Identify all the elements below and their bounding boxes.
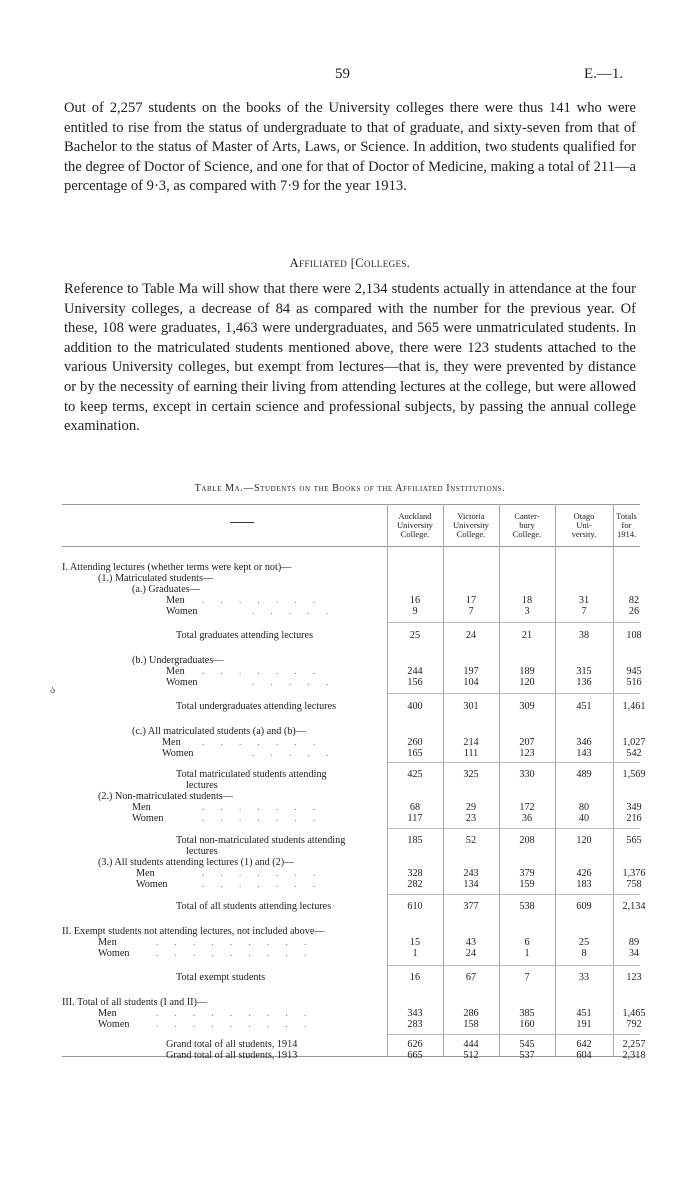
cell-tot_exempt-otago: 33 [578,972,590,983]
cell-allatt-victoria [443,868,499,890]
students-table [62,504,646,1061]
cell-tot_matric-canterbury: 330 [519,769,535,780]
cell-tot_allatt-auckland: 610 [407,901,423,912]
label-men: Men [98,937,117,948]
cell-value: 120 [519,677,535,688]
leader-dots: . . . . . . . . . [156,1019,314,1029]
cell-allatt-totals [613,868,655,890]
cell-value: 379 [519,868,535,879]
cell-grad-auckland [387,595,443,617]
cell-value: 189 [519,666,535,677]
leader-dots: . . . . . . . [202,879,323,889]
cell-value: 8 [581,948,587,959]
cell-value: 328 [407,868,423,879]
cell-value: 165 [407,748,423,759]
cell-value: 542 [626,748,642,759]
cell-tot_grad-auckland: 25 [409,630,421,641]
total-rule [387,894,640,895]
total-rule [387,1034,640,1035]
cell-matric-canterbury [499,737,555,759]
cell-value: 1,027 [622,737,646,748]
leader-dots: . . . . . . . [202,868,323,878]
cell-value: 282 [407,879,423,890]
cell-exempt-otago [555,937,613,959]
cell-tot_matric-auckland: 425 [407,769,423,780]
cell-tot_nonmatric-victoria: 52 [465,835,477,846]
cell-exempt-victoria [443,937,499,959]
label-non-matriculated: (2.) Non-matriculated students— [98,791,233,802]
label-all-attending: (3.) All students attending lectures (1) and (2)— [98,857,295,868]
label-men: Men [166,666,185,677]
label-men: Men [166,595,185,606]
cell-grand-auckland [387,1039,443,1061]
table-title: Table Ma.—Students on the Books of the Affiliated Institutions. [194,483,506,494]
cell-allatt-canterbury [499,868,555,890]
table-top-rule [62,504,640,505]
cell-value: 29 [465,802,477,813]
label-matriculated: (1.) Matriculated students— [98,573,214,584]
cell-exempt-canterbury [499,937,555,959]
cell-tot_nonmatric-otago: 120 [576,835,592,846]
section-heading: Affiliated [Colleges. [289,256,411,270]
cell-value: 244 [407,666,423,677]
cell-exempt-auckland [387,937,443,959]
label-total-matriculated-cont: lectures [186,780,218,791]
cell-value: 444 [463,1039,479,1050]
label-total-matriculated: Total matriculated students attending [176,769,327,780]
cell-value: 286 [463,1008,479,1019]
col-head-otago: Otago Uni- versity. [571,511,597,539]
cell-allatt-otago [555,868,613,890]
cell-under-otago [555,666,613,688]
cell-value: 315 [576,666,592,677]
label-all-matriculated: (c.) All matriculated students (a) and (b)— [132,726,306,737]
cell-value: 160 [519,1019,535,1030]
label-section-1: I. Attending lectures (whether terms were kept or not)— [62,562,292,573]
cell-value: 136 [576,677,592,688]
cell-value: 260 [407,737,423,748]
cell-value: 283 [407,1019,423,1030]
total-rule [387,965,640,966]
cell-tot_grad-victoria: 24 [465,630,477,641]
cell-value: 7 [468,606,474,617]
cell-tot_allatt-victoria: 377 [463,901,479,912]
cell-tot_exempt-totals: 123 [626,972,642,983]
margin-mark: ა [50,685,56,696]
cell-value: 1 [412,948,418,959]
total-rule [387,622,640,623]
cell-value: 43 [465,937,477,948]
cell-value: 1 [524,948,530,959]
cell-value: 134 [463,879,479,890]
cell-value: 512 [463,1050,479,1061]
cell-value: 23 [465,813,477,824]
cell-total-auckland [387,1008,443,1030]
cell-value: 123 [519,748,535,759]
cell-value: 143 [576,748,592,759]
cell-nonmatric-auckland [387,802,443,824]
cell-tot_exempt-auckland: 16 [409,972,421,983]
cell-nonmatric-canterbury [499,802,555,824]
cell-tot_nonmatric-totals: 565 [626,835,642,846]
cell-value: 34 [628,948,640,959]
cell-tot_matric-victoria: 325 [463,769,479,780]
cell-value: 349 [626,802,642,813]
cell-value: 159 [519,879,535,890]
label-section-3: III. Total of all students (I and II)— [62,997,208,1008]
label-men: Men [162,737,181,748]
cell-value: 25 [578,937,590,948]
cell-value: 15 [409,937,421,948]
cell-value: 80 [578,802,590,813]
label-total-non-matriculated: Total non-matriculated students attending [176,835,346,846]
leader-dots: . . . . . . . [202,666,323,676]
col-head-canterbury: Canter- bury College. [512,511,542,539]
cell-matric-auckland [387,737,443,759]
cell-grad-victoria [443,595,499,617]
cell-under-victoria [443,666,499,688]
cell-under-totals [613,666,655,688]
cell-tot_under-victoria: 301 [463,701,479,712]
cell-allatt-auckland [387,868,443,890]
label-section-2: II. Exempt students not attending lectures, not included above— [62,926,325,937]
cell-value: 117 [407,813,423,824]
cell-value: 626 [407,1039,423,1050]
cell-value: 214 [463,737,479,748]
cell-value: 6 [524,937,530,948]
header-dash [230,522,254,523]
label-total-exempt: Total exempt students [176,972,266,983]
label-graduates: (a.) Graduates— [132,584,200,595]
cell-value: 1,465 [622,1008,646,1019]
cell-value: 191 [576,1019,592,1030]
cell-value: 172 [519,802,535,813]
label-women: Women [98,948,130,959]
label-grand-total-1914: Grand total of all students, 1914 [166,1039,298,1050]
leader-dots: . . . . . . . . . [156,937,314,947]
total-rule [387,693,640,694]
cell-value: 24 [465,948,477,959]
cell-value: 31 [578,595,590,606]
cell-value: 216 [626,813,642,824]
cell-matric-victoria [443,737,499,759]
leader-dots: . . . . . [252,748,336,758]
cell-tot_exempt-canterbury: 7 [524,972,530,983]
label-women: Women [166,606,198,617]
cell-value: 183 [576,879,592,890]
cell-value: 792 [626,1019,642,1030]
leader-dots: . . . . . . . [202,802,323,812]
cell-exempt-totals [613,937,655,959]
cell-value: 758 [626,879,642,890]
cell-total-totals [613,1008,655,1030]
leader-dots: . . . . . . . [202,737,323,747]
cell-value: 346 [576,737,592,748]
label-men: Men [98,1008,117,1019]
label-grand-total-1913: Grand total of all students, 1913 [166,1050,298,1061]
cell-value: 18 [521,595,533,606]
cell-total-otago [555,1008,613,1030]
cell-value: 16 [409,595,421,606]
page-reference: E.—1. [584,66,624,82]
total-rule [387,762,640,763]
cell-value: 40 [578,813,590,824]
cell-value: 9 [412,606,418,617]
cell-tot_grad-otago: 38 [578,630,590,641]
label-men: Men [132,802,151,813]
cell-value: 385 [519,1008,535,1019]
label-men: Men [136,868,155,879]
cell-tot_matric-otago: 489 [576,769,592,780]
label-women: Women [132,813,164,824]
col-head-victoria: Victoria University College. [453,511,489,539]
cell-value: 82 [628,595,640,606]
paragraph-graduation: Out of 2,257 students on the books of the University colleges there were thus 141 who were entitled to rise from the status of undergraduate to that of graduate, and sixty-seven from that of Bachelor to the status of Master of Arts, Laws, or Science. In addition, two students qualified for the degree of Doctor of Science, and one for that of Doctor of Medicine, making a total of 211—a percentage of 9·3, as compared with 7·9 for the year 1913. [64,100,636,195]
cell-value: 7 [581,606,587,617]
label-total-all-attending: Total of all students attending lectures [176,901,332,912]
label-women: Women [136,879,168,890]
leader-dots: . . . . . . . . . [156,1008,314,1018]
cell-tot_allatt-canterbury: 538 [519,901,535,912]
cell-tot_allatt-otago: 609 [576,901,592,912]
cell-grand-victoria [443,1039,499,1061]
cell-tot_under-totals: 1,461 [622,701,646,712]
cell-value: 343 [407,1008,423,1019]
label-total-undergraduates: Total undergraduates attending lectures [176,701,337,712]
cell-tot_grad-totals: 108 [626,630,642,641]
cell-value: 426 [576,868,592,879]
cell-value: 451 [576,1008,592,1019]
cell-tot_under-canterbury: 309 [519,701,535,712]
cell-grand-totals [613,1039,655,1061]
cell-value: 1,376 [622,868,646,879]
label-women: Women [98,1019,130,1030]
leader-dots: . . . . . . . [202,813,323,823]
cell-value: 36 [521,813,533,824]
total-rule [387,828,640,829]
cell-tot_under-auckland: 400 [407,701,423,712]
cell-value: 207 [519,737,535,748]
cell-tot_exempt-victoria: 67 [465,972,477,983]
label-total-non-matriculated-cont: lectures [186,846,218,857]
page-number: 59 [335,66,350,82]
cell-value: 111 [463,748,479,759]
table-header-rule [62,546,640,547]
col-head-auckland: Auckland University College. [397,511,433,539]
cell-value: 516 [626,677,642,688]
cell-grad-totals [613,595,655,617]
cell-tot_nonmatric-auckland: 185 [407,835,423,846]
cell-nonmatric-otago [555,802,613,824]
cell-value: 3 [524,606,530,617]
cell-tot_under-otago: 451 [576,701,592,712]
label-total-graduates: Total graduates attending lectures [176,630,314,641]
cell-nonmatric-totals [613,802,655,824]
cell-grand-otago [555,1039,613,1061]
label-women: Women [162,748,194,759]
cell-grand-canterbury [499,1039,555,1061]
cell-tot_nonmatric-canterbury: 208 [519,835,535,846]
cell-tot_grad-canterbury: 21 [521,630,533,641]
cell-total-victoria [443,1008,499,1030]
cell-under-auckland [387,666,443,688]
cell-value: 17 [465,595,477,606]
leader-dots: . . . . . [252,677,336,687]
label-undergraduates: (b.) Undergraduates— [132,655,224,666]
cell-value: 545 [519,1039,535,1050]
cell-value: 243 [463,868,479,879]
cell-value: 537 [519,1050,535,1061]
cell-grad-otago [555,595,613,617]
cell-tot_allatt-totals: 2,134 [622,901,646,912]
cell-value: 642 [576,1039,592,1050]
cell-value: 945 [626,666,642,677]
col-head-totals: Totals for 1914. [616,511,637,539]
cell-under-canterbury [499,666,555,688]
cell-value: 2,318 [622,1050,646,1061]
cell-value: 89 [628,937,640,948]
cell-value: 104 [463,677,479,688]
paragraph-affiliated: Reference to Table Ma will show that there were 2,134 students actually in attendance at the four University colleges, a decrease of 84 as compared with the number for the previous year. Of these, 108 were graduates, 1,463 were undergraduates, and 565 were unmatriculated students. In addition to the matriculated students mentioned above, there were 123 students attached to the various University colleges, but exempt from lectures—that is, they were prevented by distance or by the necessity of earning their living from attending lectures at the college, but were allowed to keep terms, except in certain science and professional subjects, by passing the annual college examination. [64,281,636,435]
cell-value: 26 [628,606,640,617]
cell-total-canterbury [499,1008,555,1030]
cell-value: 68 [409,802,421,813]
cell-nonmatric-victoria [443,802,499,824]
leader-dots: . . . . . . . [202,595,323,605]
cell-value: 665 [407,1050,423,1061]
cell-value: 197 [463,666,479,677]
cell-matric-otago [555,737,613,759]
cell-tot_matric-totals: 1,569 [622,769,646,780]
leader-dots: . . . . . . . . . [156,948,314,958]
cell-value: 156 [407,677,423,688]
cell-value: 604 [576,1050,592,1061]
label-women: Women [166,677,198,688]
cell-value: 2,257 [622,1039,646,1050]
cell-matric-totals [613,737,655,759]
cell-value: 158 [463,1019,479,1030]
cell-grad-canterbury [499,595,555,617]
leader-dots: . . . . . [252,606,336,616]
